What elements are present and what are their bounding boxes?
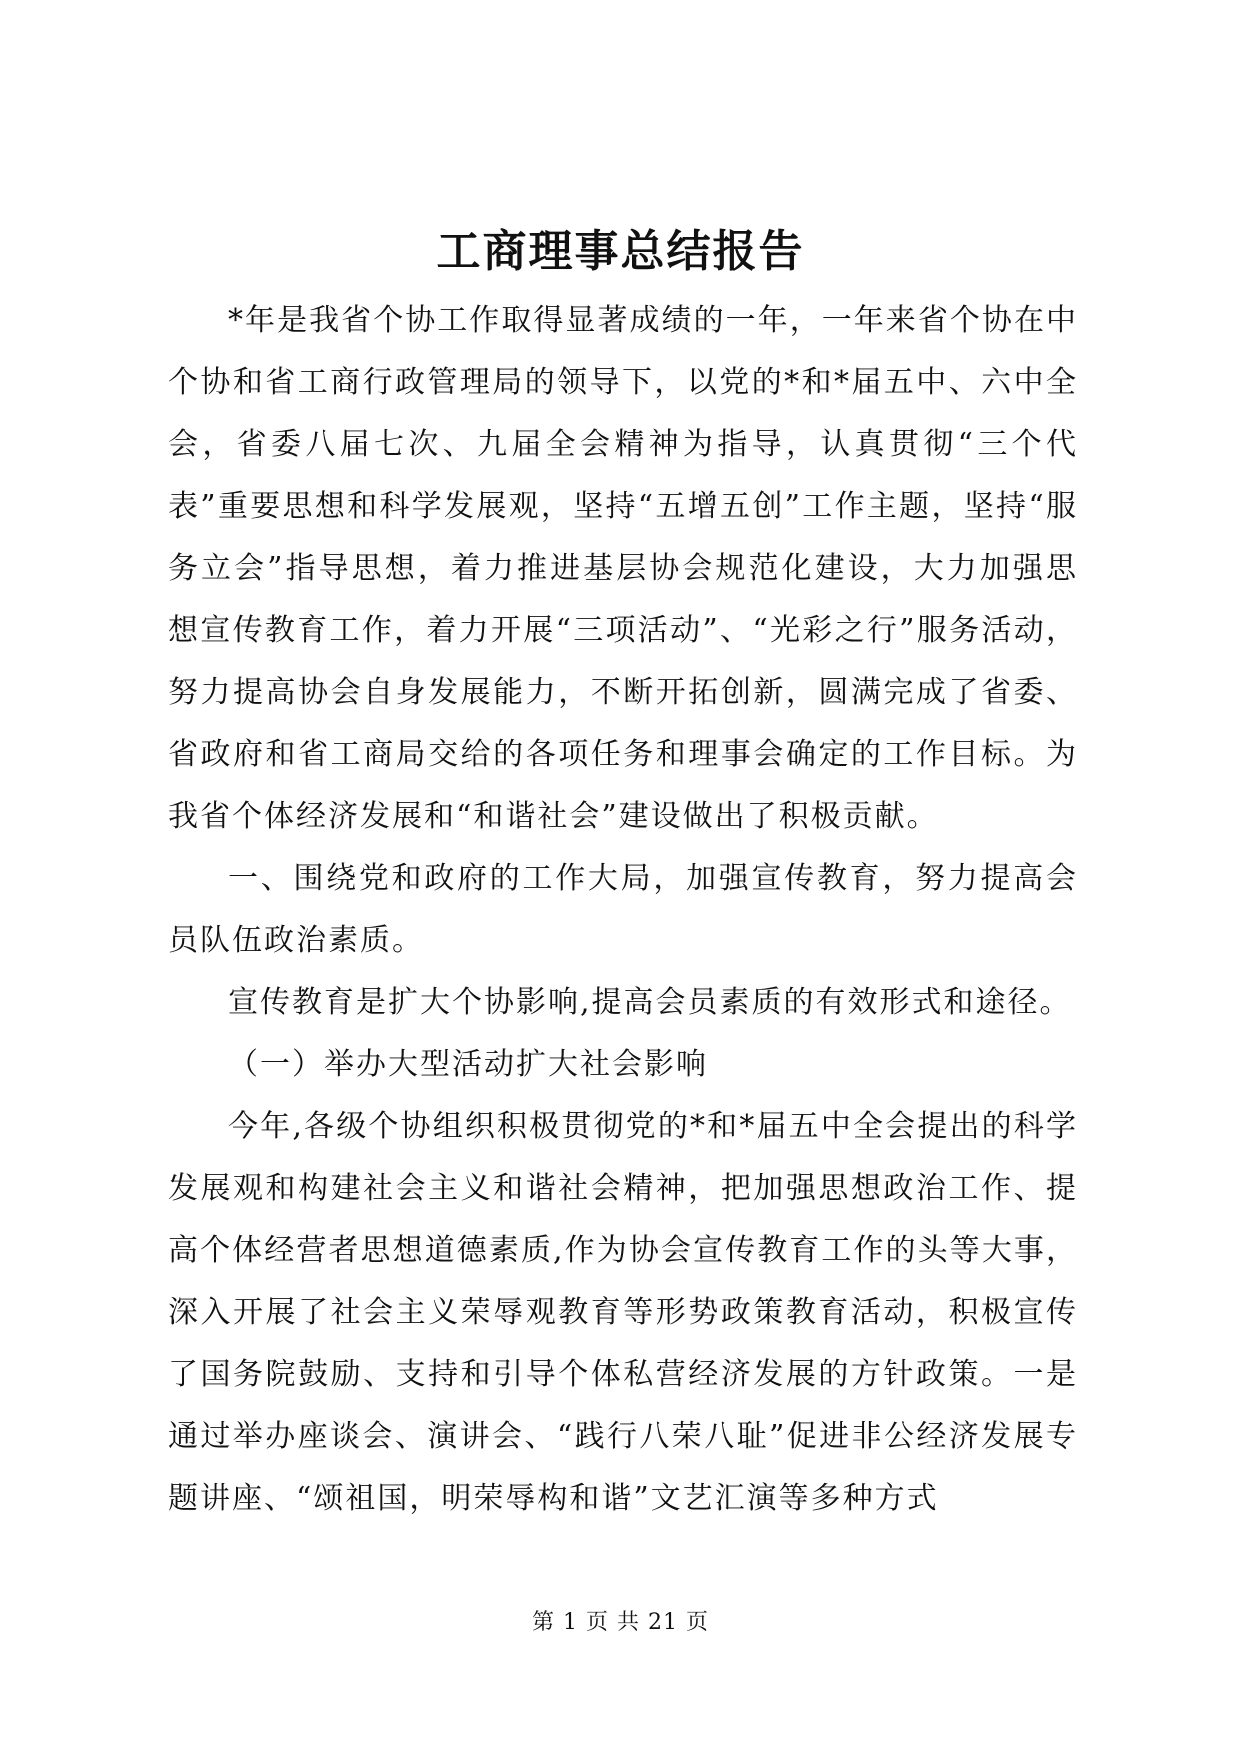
paragraph-activities: 今年,各级个协组织积极贯彻党的*和*届五中全会提出的科学发展观和构建社会主义和谐社会精神，把加强思想政治工作、提高个体经营者思想道德素质,作为协会宣传教育工作的头等大事，深入开展了社会主义荣辱观教育等形势政策教育活动，积极宣传了国务院鼓励、支持和引导个体私营经济发展的方针政策。一是通过举办座谈会、演讲会、“践行八荣八耻”促进非公经济发展专题讲座、“颂祖国，明荣辱构和谐”文艺汇演等多种方式 xyxy=(168,1109,1078,1516)
section-heading-1: 一、围绕党和政府的工作大局，加强宣传教育，努力提高会员队伍政治素质。 xyxy=(168,861,1078,958)
paragraph-publicity: 宣传教育是扩大个协影响,提高会员素质的有效形式和途径。 xyxy=(228,985,1072,1020)
paragraph-intro: *年是我省个协工作取得显著成绩的一年，一年来省个协在中个协和省工商行政管理局的领导下，以党的*和*届五中、六中全会，省委八届七次、九届全会精神为指导，认真贯彻“三个代表”重要思想和科学发展观，坚持“五增五创”工作主题，坚持“服务立会”指导思想，着力推进基层协会规范化建设，大力加强思想宣传教育工作，着力开展“三项活动”、“光彩之行”服务活动，努力提高协会自身发展能力，不断开拓创新，圆满完成了省委、省政府和省工商局交给的各项任务和理事会确定的工作目标。为我省个体经济发展和“和谐社会”建设做出了积极贡献。 xyxy=(168,303,1078,834)
page-number-footer: 第 1 页 共 21 页 xyxy=(532,1610,709,1635)
document-body xyxy=(168,290,1078,1530)
document-title: 工商理事总结报告 xyxy=(436,226,805,277)
subsection-heading-1: （一）举办大型活动扩大社会影响 xyxy=(228,1047,708,1082)
